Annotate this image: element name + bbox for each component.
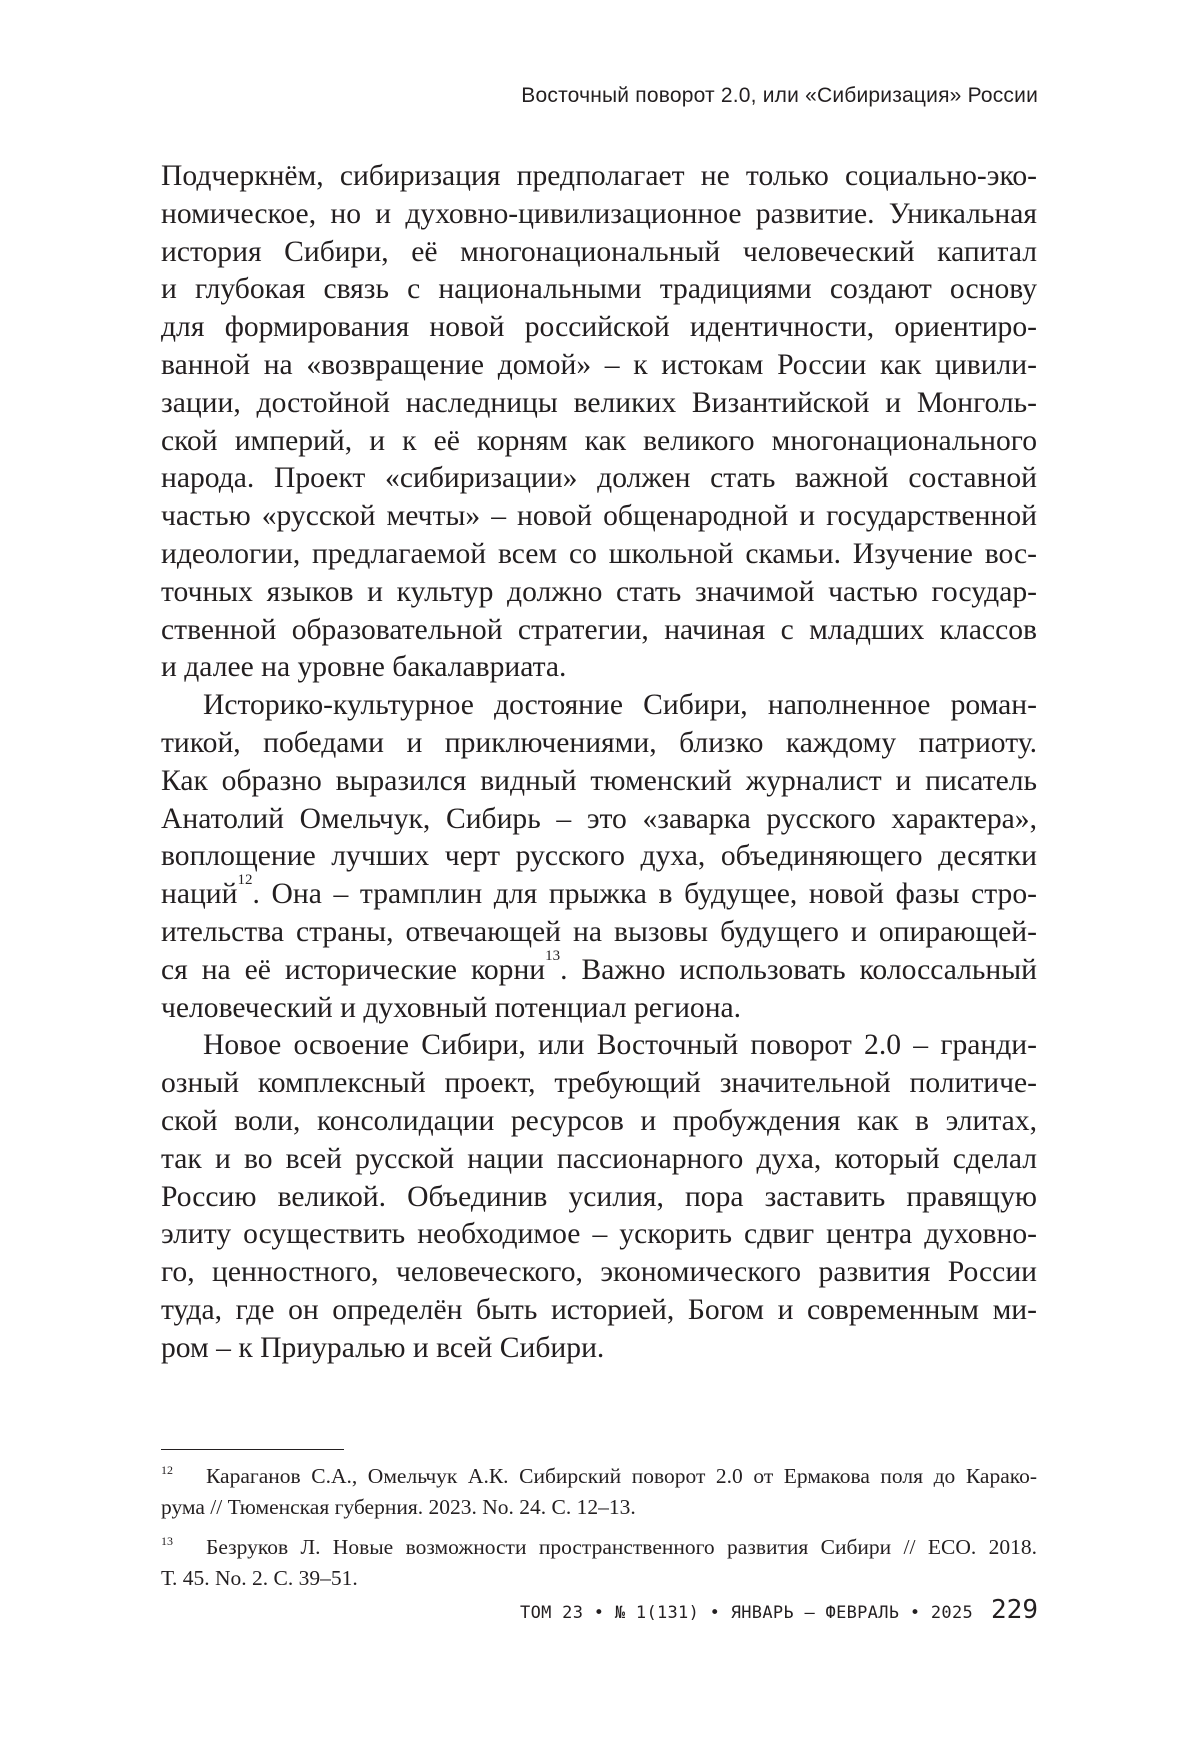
page-number: 229 (991, 1595, 1038, 1625)
text-line: Историко-культурное достояние Сибири, наполненное роман- (161, 687, 1037, 725)
text-line: народа. Проект «сибиризации» должен стать важной составной (161, 460, 1037, 498)
text-line: озный комплексный проект, требующий значительной политиче- (161, 1065, 1037, 1103)
text-line: так и во всей русской нации пассионарного духа, который сделал (161, 1141, 1037, 1179)
text-line: зации, достойной наследницы великих Византийской и Монголь- (161, 385, 1037, 423)
text-line: ительства страны, отвечающей на вызовы будущего и опирающей- (161, 914, 1037, 952)
footnote-ref-13[interactable]: 13 (545, 948, 560, 964)
journal-issue-info: ТОМ 23 • № 1(131) • ЯНВАРЬ – ФЕВРАЛЬ • 2025 (520, 1603, 973, 1623)
text-span: ся на её исторические корни (161, 954, 545, 986)
text-line-with-footnote (161, 952, 1037, 990)
footnote-13 (161, 1532, 1037, 1594)
text-span: наций (161, 878, 237, 910)
footnote-text-line: Т. 45. No. 2. С. 39–51. (161, 1563, 1037, 1594)
running-head-title: Восточный поворот 2.0, или «Сибиризация» России (521, 84, 1038, 108)
text-line: и глубокая связь с национальными традициями создают основу (161, 271, 1037, 309)
text-line: история Сибири, её многонациональный человеческий капитал (161, 234, 1037, 272)
text-line: Россию великой. Объединив усилия, пора заставить правящую (161, 1179, 1037, 1217)
paragraph-2 (161, 687, 1037, 1027)
text-line: частью «русской мечты» – новой общенародной и государственной (161, 498, 1037, 536)
text-line-with-footnote (161, 876, 1037, 914)
text-line: тикой, победами и приключениями, близко каждому патриоту. (161, 725, 1037, 763)
text-line: Как образно выразился видный тюменский журналист и писатель (161, 763, 1037, 801)
text-line: точных языков и культур должно стать значимой частью государ- (161, 574, 1037, 612)
text-line: ванной на «возвращение домой» – к истокам России как цивили- (161, 347, 1037, 385)
text-span: . Она – трамплин для прыжка в будущее, новой фазы стро- (252, 878, 1037, 910)
text-line: ской воли, консолидации ресурсов и пробуждения как в элитах, (161, 1103, 1037, 1141)
paragraph-3 (161, 1027, 1037, 1367)
text-line: Новое освоение Сибири, или Восточный поворот 2.0 – гранди- (161, 1027, 1037, 1065)
text-line: и далее на уровне бакалавриата. (161, 649, 1037, 687)
paragraph-1 (161, 158, 1037, 687)
text-line: воплощение лучших черт русского духа, объединяющего десятки (161, 838, 1037, 876)
text-line: Подчеркнём, сибиризация предполагает не только социально-эко- (161, 158, 1037, 196)
footnote-text-line: Караганов С.А., Омельчук А.К. Сибирский поворот 2.0 от Ермакова поля до Карако- (161, 1461, 1037, 1492)
text-line: номическое, но и духовно-цивилизационное развитие. Уникальная (161, 196, 1037, 234)
text-line: туда, где он определён быть историей, Богом и современным ми- (161, 1292, 1037, 1330)
footnote-separator (161, 1449, 344, 1450)
footnote-number: 13 (161, 1534, 173, 1548)
text-line: Анатолий Омельчук, Сибирь – это «заварка русского характера», (161, 801, 1037, 839)
text-line: для формирования новой российской идентичности, ориентиро- (161, 309, 1037, 347)
text-span: . Важно использовать колоссальный (560, 954, 1037, 986)
text-line: человеческий и духовный потенциал региона. (161, 990, 1037, 1028)
text-line: го, ценностного, человеческого, экономического развития России (161, 1254, 1037, 1292)
footnote-12 (161, 1461, 1037, 1523)
page-footer (520, 1595, 1038, 1625)
text-line: ской империй, и к её корням как великого многонационального (161, 423, 1037, 461)
text-line: идеологии, предлагаемой всем со школьной скамьи. Изучение вос- (161, 536, 1037, 574)
text-line: элиту осуществить необходимое – ускорить сдвиг центра духовно- (161, 1216, 1037, 1254)
footnote-text-line: рума // Тюменская губерния. 2023. No. 24. С. 12–13. (161, 1492, 1037, 1523)
text-line: ственной образовательной стратегии, начиная с младших классов (161, 612, 1037, 650)
text-line: ром – к Приуралью и всей Сибири. (161, 1330, 1037, 1368)
footnote-text-line: Безруков Л. Новые возможности пространственного развития Сибири // ЕСО. 2018. (161, 1532, 1037, 1563)
footnotes (161, 1461, 1037, 1603)
article-body (161, 158, 1037, 1368)
footnote-ref-12[interactable]: 12 (237, 872, 252, 888)
footnote-number: 12 (161, 1463, 173, 1477)
